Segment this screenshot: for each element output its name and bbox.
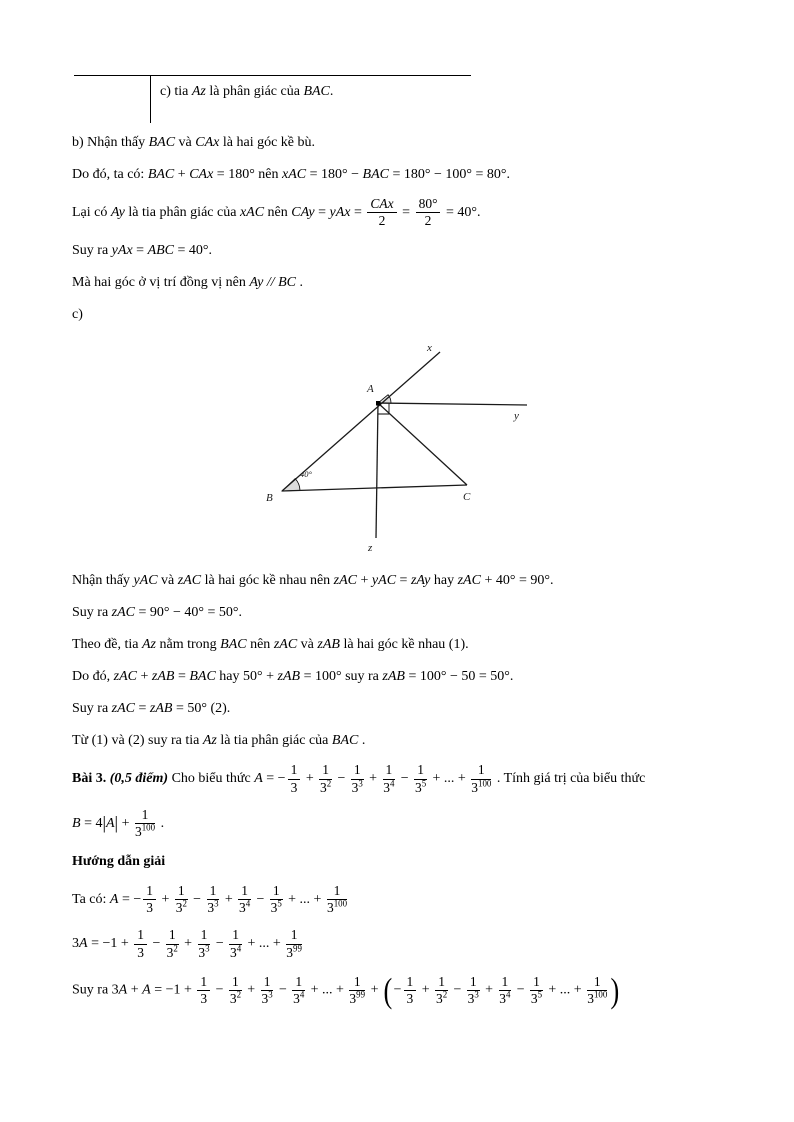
math-run: yAC (371, 573, 397, 589)
line-bai3-problem (72, 763, 744, 794)
diagram-label-a: A (367, 383, 374, 396)
text-run: là hai góc kề nhau nên (201, 573, 334, 589)
math-run: yAx (111, 243, 133, 259)
line-yax-abc (72, 241, 744, 260)
line-zac-eq-zab (72, 699, 744, 718)
text-run: Suy ra (72, 243, 112, 259)
text-run: − (212, 982, 228, 998)
math-run: zAB (151, 669, 175, 685)
line-supplementary (72, 165, 744, 184)
math-run: A (118, 982, 128, 998)
math-run: zAC (111, 701, 136, 717)
text-run: = − (118, 891, 142, 907)
fraction: $\frac{1}{3^{99}}$ (286, 927, 302, 960)
math-run: BC (278, 275, 296, 291)
math-run: Az (141, 637, 156, 653)
text-run: = 100° − 50 = 50°. (404, 669, 514, 685)
text-run: − (513, 982, 529, 998)
text-run: + (365, 771, 381, 787)
math-run: A (254, 771, 263, 787)
text-run: Do đó, (72, 669, 114, 685)
text-run: là hai góc kề nhau (1). (339, 637, 469, 653)
table-remnant (74, 75, 471, 123)
text-run: + (118, 815, 133, 831)
fraction: $\frac{1}{3^4}$ (499, 973, 511, 1006)
text-run: = (396, 573, 411, 589)
geometry-diagram (250, 337, 550, 557)
text-run: . (329, 84, 334, 99)
line-3a (72, 928, 744, 959)
text-run: − (212, 936, 228, 952)
text-run: + ... + (544, 982, 586, 998)
fraction: $\frac{1}{3^2}$ (166, 927, 178, 960)
text-run: + (243, 982, 259, 998)
math-run: zAB (382, 669, 405, 685)
text-run: = 180° nên (213, 167, 283, 182)
diagram-label-c: C (463, 491, 471, 504)
text-run: + (174, 167, 190, 182)
fraction: $\frac{1}{3}$ (197, 975, 210, 1006)
line-ta-co-a (72, 884, 744, 915)
fraction: $\frac{\text{CAx}}{2}$ (367, 197, 396, 228)
fraction: $\frac{1}{3^3}$ (467, 973, 479, 1006)
line-huong-dan-giai (72, 852, 744, 871)
text-run: Lại có (72, 204, 111, 220)
segment-ac (378, 403, 467, 485)
text-run: nên (246, 637, 274, 653)
fraction: $\frac{1}{3^4}$ (293, 973, 305, 1006)
fraction: $\frac{1}{3}$ (143, 884, 156, 915)
math-run: BAC (220, 637, 247, 653)
line-adjacent-angles (72, 571, 744, 590)
text-run: là tia phân giác của (124, 204, 240, 220)
text-run: Từ (1) và (2) suy ra tia (72, 733, 203, 749)
text-run: hay 50° + (215, 669, 278, 685)
text-run: là tia phân giác của (216, 733, 332, 749)
line-c-label (72, 305, 744, 324)
diagram-label-angle-b: 40° (300, 469, 312, 480)
text-run: Do đó, ta có: (72, 167, 148, 182)
text-run: − (189, 891, 205, 907)
text-run: nằm trong (155, 637, 221, 653)
math-run: BAC (189, 669, 216, 685)
text-run: + (367, 982, 382, 998)
fraction: $\frac{1}{3^{100}}$ (587, 973, 608, 1006)
text-run: là hai góc kề bù. (219, 135, 316, 150)
line-b-expression (72, 808, 744, 839)
text-run: 3 (72, 936, 79, 952)
text-run: . (358, 733, 366, 749)
parenthesis: ) (610, 970, 620, 1010)
text-run: = (174, 669, 190, 685)
line-conclusion (72, 731, 744, 750)
text-run: (0,5 điểm) (106, 771, 169, 787)
text-run: Mà hai góc ở vị trí đồng vị nên (72, 275, 250, 291)
text-run: = − (262, 771, 286, 787)
fraction: $\frac{1}{3^5}$ (270, 883, 282, 916)
text-run: − (333, 771, 349, 787)
solution-part-b (72, 133, 744, 324)
text-run: Theo đề, tia (72, 637, 142, 653)
math-run: Az (202, 733, 217, 749)
text-run: b) Nhận thấy (72, 135, 149, 150)
text-run: và (175, 135, 196, 150)
text-run: + 40° = 90°. (480, 573, 554, 589)
math-run: CAx (189, 167, 214, 182)
math-run: xAC (239, 204, 265, 220)
fraction: $\frac{1}{3^5}$ (414, 762, 427, 795)
math-run: xAC (282, 167, 307, 182)
line-az-inside (72, 635, 744, 654)
math-run: Ay (110, 204, 125, 220)
text-run: = 100° suy ra (300, 669, 383, 685)
ray-az (376, 403, 378, 538)
text-run: = −1 + (150, 982, 196, 998)
fraction: $\frac{1}{3}$ (404, 975, 417, 1006)
text-run: = (132, 243, 148, 259)
text-run: + (481, 982, 497, 998)
fraction: $\frac{80^\circ}{2}$ (416, 197, 441, 228)
text-run: − (275, 982, 291, 998)
line-bisector-ay (72, 197, 744, 228)
text-run: = 4 (80, 815, 103, 831)
table-cell (150, 76, 471, 123)
text-run: và (297, 637, 318, 653)
text-run: = (398, 204, 414, 220)
text-run: = 180° − (306, 167, 363, 182)
fraction: $\frac{1}{3^2}$ (319, 762, 332, 795)
text-run: Nhận thấy (72, 573, 134, 589)
line-zac-50 (72, 603, 744, 622)
math-run: // (266, 275, 275, 291)
math-run: yAC (133, 573, 158, 589)
diagram-label-b: B (266, 492, 273, 505)
fraction: $\frac{1}{3}$ (288, 763, 301, 794)
text-run: + (127, 982, 143, 998)
fraction: $\frac{1}{3^4}$ (229, 927, 242, 960)
math-run: zAB (149, 701, 173, 717)
math-run: BAC (147, 167, 175, 182)
text-run: Cho biểu thức (168, 771, 255, 787)
diagram-label-y: y (514, 410, 519, 423)
math-run: Ay (249, 275, 264, 291)
fraction: $\frac{1}{3^3}$ (207, 883, 219, 916)
text-run: + (302, 771, 318, 787)
math-run: CAx (195, 135, 220, 150)
fraction: $\frac{1}{3}$ (134, 928, 147, 959)
fraction: $\frac{1}{3^3}$ (261, 973, 273, 1006)
text-run: Suy ra (72, 701, 112, 717)
text-run: c) tia (160, 84, 192, 99)
fraction: $\frac{1}{3^3}$ (351, 762, 363, 795)
text-run: + (136, 669, 152, 685)
math-run: Az (191, 84, 206, 99)
text-run: + ... + (243, 936, 285, 952)
text-run: + (418, 982, 434, 998)
text-run: c) (72, 307, 83, 323)
text-run: = 90° − 40° = 50°. (135, 605, 242, 621)
text-run: Suy ra 3 (72, 982, 119, 998)
text-run: . Tính giá trị của biểu thức (493, 771, 646, 787)
fraction: $\frac{1}{3^{100}}$ (471, 762, 492, 795)
text-run: Bài 3. (72, 771, 107, 787)
fraction: $\frac{1}{3^4}$ (239, 883, 251, 916)
text-run: + ... + (307, 982, 348, 998)
text-run: nên (264, 204, 292, 220)
math-run: zAB (277, 669, 301, 685)
text-run: + (357, 573, 372, 589)
math-run: zAB (317, 637, 340, 653)
text-run: là phân giác của (205, 84, 304, 99)
text-run: = −1 + (87, 936, 133, 952)
text-run: − (149, 936, 164, 952)
math-run: BAC (148, 135, 176, 150)
solution-part-c-and-bai3 (72, 571, 744, 1010)
text-run: = (314, 204, 330, 220)
line-parallel (72, 273, 744, 292)
text-run: + ... + (428, 771, 470, 787)
math-run: yAx (329, 204, 351, 220)
math-run: A (142, 982, 151, 998)
text-run: + (221, 891, 237, 907)
text-run: = 40°. (442, 204, 481, 220)
fraction: $\frac{1}{3^{100}}$ (326, 883, 348, 916)
text-run: − (397, 771, 413, 787)
parenthesis: ( (383, 970, 393, 1010)
diagram-label-z: z (368, 542, 373, 555)
segment-bc (282, 485, 467, 491)
math-run: zAC (273, 637, 298, 653)
diagram-label-x: x (427, 342, 432, 355)
math-run: zAC (333, 573, 358, 589)
math-run: A (109, 891, 119, 907)
math-run: B (72, 815, 81, 831)
fraction: $\frac{1}{3^3}$ (198, 927, 210, 960)
line-3a-plus-a (72, 970, 744, 1010)
text-run: − (252, 891, 268, 907)
math-run: zAy (410, 573, 431, 589)
math-run: A (79, 936, 88, 952)
text-run: = 50° (2). (172, 701, 231, 717)
math-run: CAy (291, 204, 315, 220)
fraction: $\frac{1}{3^5}$ (530, 973, 543, 1006)
absolute-value: |A| (102, 812, 119, 833)
fraction: $\frac{1}{3^2}$ (175, 883, 187, 916)
line-zac-zab-sum (72, 667, 744, 686)
line-b-statement (72, 133, 744, 152)
text-run: . (157, 815, 165, 831)
fraction: $\frac{1}{3^2}$ (435, 973, 448, 1006)
text-run: Ta có: (72, 891, 110, 907)
text-run: = (350, 204, 366, 220)
math-run: zAC (113, 669, 137, 685)
fraction: $\frac{1}{3^2}$ (229, 973, 242, 1006)
math-run: BAC (303, 84, 330, 99)
math-run: BAC (331, 733, 359, 749)
ray-ay (378, 403, 527, 405)
line-c-answer (160, 82, 471, 101)
text-run: Hướng dẫn giải (72, 854, 166, 870)
text-run: + (180, 936, 196, 952)
text-run: Suy ra (72, 605, 112, 621)
text-run: − (449, 982, 465, 998)
math-run: zAC (457, 573, 481, 589)
text-run: + (158, 891, 173, 907)
math-run: BAC (362, 167, 389, 182)
text-run: và (157, 573, 178, 589)
text-run: − (393, 982, 402, 998)
text-run: = 180° − 100° = 80°. (388, 167, 510, 182)
math-run: zAC (111, 605, 136, 621)
text-run: hay (430, 573, 458, 589)
vertex-a-dot (376, 401, 381, 406)
fraction: $\frac{1}{3^4}$ (383, 762, 395, 795)
text-run: + ... + (284, 891, 325, 907)
text-run: = (135, 701, 150, 717)
math-run: ABC (147, 243, 175, 259)
math-run: zAC (177, 573, 202, 589)
text-run: . (296, 275, 303, 291)
fraction: $\frac{1}{3^{100}}$ (134, 806, 156, 839)
text-run: = 40°. (174, 243, 213, 259)
fraction: $\frac{1}{3^{99}}$ (349, 973, 366, 1006)
